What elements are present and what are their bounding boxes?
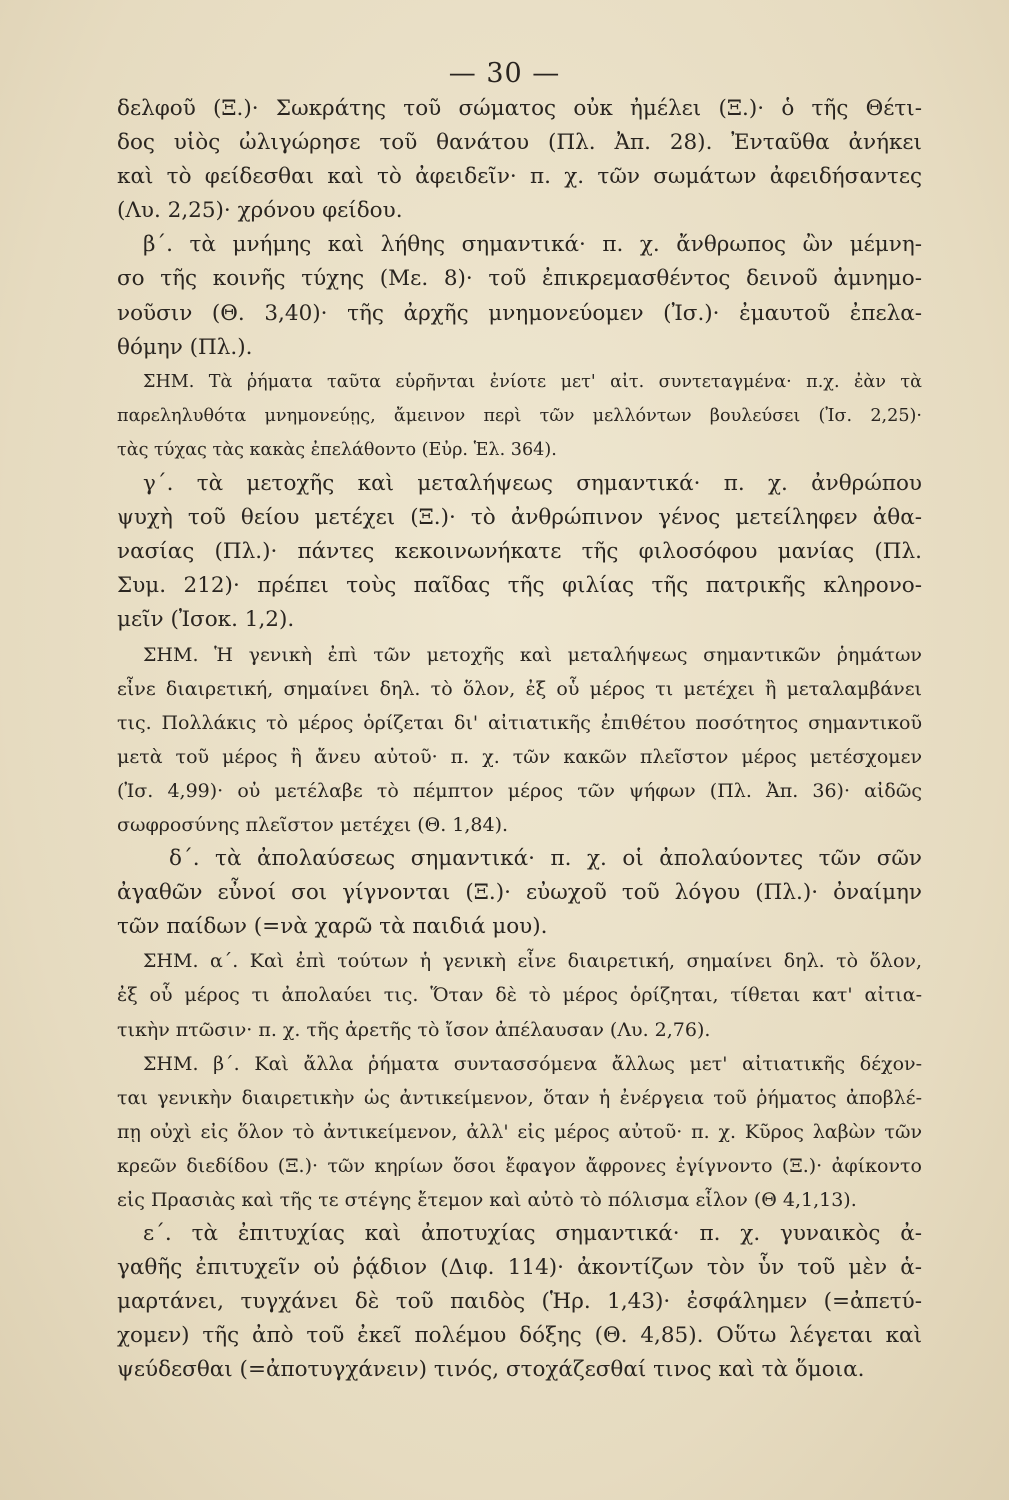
text-line: μαρτάνει, τυγχάνει δὲ τοῦ παιδὸς (Ἡρ. 1,43)· ἐσφάλημεν (=ἀπετύ- bbox=[117, 1289, 922, 1315]
note-line: τις. Πολλάκις τὸ μέρος ὁρίζεται δι' αἰτιατικῆς ἐπιθέτου ποσότητος σημαντικοῦ bbox=[117, 711, 922, 734]
text-line: χομεν) τῆς ἀπὸ τοῦ ἐκεῖ πολέμου δόξης (Θ. 4,85). Οὕτω λέγεται καὶ bbox=[117, 1323, 922, 1349]
text-line: (Λυ. 2,25)· χρόνου φείδου. bbox=[117, 198, 403, 224]
text-line: ψυχὴ τοῦ θείου μετέχει (Ξ.)· τὸ ἀνθρώπινον γένος μετείληφεν ἀθα- bbox=[117, 505, 922, 531]
text-line: β΄. τὰ μνήμης καὶ λήθης σημαντικά· π. χ. ἄνθρωπος ὢν μέμνη- bbox=[143, 232, 922, 258]
text-line: δ΄. τὰ ἀπολαύσεως σημαντικά· π. χ. οἱ ἀπολαύοντες τῶν σῶν bbox=[169, 846, 922, 872]
text-line: γαθῆς ἐπιτυχεῖν οὐ ῥᾴδιον (Διφ. 114)· ἀκοντίζων τὸν ὗν τοῦ μὲν ἁ- bbox=[117, 1255, 922, 1281]
text-line: τῶν παίδων (=νὰ χαρῶ τὰ παιδιά μου). bbox=[117, 914, 548, 940]
note-line: κρεῶν διεδίδου (Ξ.)· τῶν κηρίων ὅσοι ἔφαγον ἄφρονες ἐγίγνοντο (Ξ.)· ἀφίκοντο bbox=[117, 1154, 922, 1177]
note-line: εἶνε διαιρετική, σημαίνει δηλ. τὸ ὅλον, ἐξ οὗ μέρος τι μετέχει ἢ μεταλαμβάνει bbox=[117, 677, 922, 700]
text-line: ψεύδεσθαι (=ἀποτυγχάνειν) τινός, στοχάζεσθαί τινος καὶ τὰ ὅμοια. bbox=[117, 1357, 865, 1383]
note-line: ΣΗΜ. α΄. Καὶ ἐπὶ τούτων ἡ γενικὴ εἶνε διαιρετική, σημαίνει δηλ. τὸ ὅλον, bbox=[143, 950, 922, 973]
text-line: γ΄. τὰ μετοχῆς καὶ μεταλήψεως σημαντικά· π. χ. ἀνθρώπου bbox=[143, 471, 922, 497]
note-line: ΣΗΜ. Τὰ ῥήματα ταῦτα εὑρῆνται ἐνίοτε μετ' αἰτ. συντεταγμένα· π.χ. ἐὰν τὰ bbox=[143, 371, 922, 392]
note-line: πῃ οὐχὶ εἰς ὅλον τὸ ἀντικείμενον, ἀλλ' εἰς μέρος αὐτοῦ· π. χ. Κῦρος λαβὼν τῶν bbox=[117, 1120, 922, 1143]
body-text bbox=[117, 92, 922, 1388]
text-line: σο τῆς κοινῆς τύχης (Με. 8)· τοῦ ἐπικρεμασθέντος δεινοῦ ἀμνημο- bbox=[117, 266, 922, 292]
note-line: τὰς τύχας τὰς κακὰς ἐπελάθοντο (Εὐρ. Ἑλ. 364). bbox=[117, 439, 557, 460]
text-line: νασίας (Πλ.)· πάντες κεκοινωνήκατε τῆς φιλοσόφου μανίας (Πλ. bbox=[117, 539, 922, 565]
text-line: Συμ. 212)· πρέπει τοὺς παῖδας τῆς φιλίας τῆς πατρικῆς κληρονο- bbox=[117, 573, 922, 599]
text-line: νοῦσιν (Θ. 3,40)· τῆς ἀρχῆς μνημονεύομεν (Ἰσ.)· ἐμαυτοῦ ἐπελα- bbox=[117, 300, 922, 326]
note-line: ΣΗΜ. Ἡ γενικὴ ἐπὶ τῶν μετοχῆς καὶ μεταλήψεως σημαντικῶν ῥημάτων bbox=[143, 643, 922, 666]
note-line: ται γενικὴν διαιρετικὴν ὡς ἀντικείμενον, ὅταν ἡ ἐνέργεια τοῦ ῥήματος ἀποβλέ- bbox=[117, 1086, 922, 1109]
note-line: μετὰ τοῦ μέρος ἢ ἄνευ αὐτοῦ· π. χ. τῶν κακῶν πλεῖστον μέρος μετέσχομεν bbox=[117, 745, 922, 768]
note-line: ΣΗΜ. β΄. Καὶ ἄλλα ῥήματα συντασσόμενα ἄλλως μετ' αἰτιατικῆς δέχον- bbox=[143, 1052, 922, 1075]
note-line: τικὴν πτῶσιν· π. χ. τῆς ἀρετῆς τὸ ἴσον ἀπέλαυσαν (Λυ. 2,76). bbox=[117, 1018, 711, 1041]
note-line: σωφροσύνης πλεῖστον μετέχει (Θ. 1,84). bbox=[117, 813, 509, 836]
text-line: ἀγαθῶν εὖνοί σοι γίγνονται (Ξ.)· εὐωχοῦ τοῦ λόγου (Πλ.)· ὀναίμην bbox=[117, 880, 922, 906]
text-line: ε΄. τὰ ἐπιτυχίας καὶ ἀποτυχίας σημαντικά· π. χ. γυναικὸς ἀ- bbox=[143, 1221, 922, 1247]
note-line: παρεληλυθότα μνημονεύῃς, ἄμεινον περὶ τῶν μελλόντων βουλεύσει (Ἰσ. 2,25)· bbox=[117, 405, 922, 426]
text-line: μεῖν (Ἰσοκ. 1,2). bbox=[117, 607, 295, 633]
note-line: εἰς Πρασιὰς καὶ τῆς τε στέγης ἔτεμον καὶ αὐτὸ τὸ πόλισμα εἷλον (Θ 4,1,13). bbox=[117, 1189, 857, 1211]
text-line: θόμην (Πλ.). bbox=[117, 334, 253, 360]
text-line: δελφοῦ (Ξ.)· Σωκράτης τοῦ σώματος οὐκ ἠμέλει (Ξ.)· ὁ τῆς Θέτι- bbox=[117, 96, 922, 121]
page-number: — 30 — bbox=[448, 58, 561, 89]
text-line: δος υἱὸς ὠλιγώρησε τοῦ θανάτου (Πλ. Ἀπ. 28). Ἐνταῦθα ἀνήκει bbox=[117, 130, 922, 156]
note-line: ἐξ οὗ μέρος τι ἀπολαύει τις. Ὅταν δὲ τὸ μέρος ὁρίζηται, τίθεται κατ' αἰτια- bbox=[117, 984, 922, 1007]
note-line: (Ἰσ. 4,99)· οὐ μετέλαβε τὸ πέμπτον μέρος τῶν ψήφων (Πλ. Ἀπ. 36)· αἰδῶς bbox=[117, 779, 922, 802]
text-line: καὶ τὸ φείδεσθαι καὶ τὸ ἀφειδεῖν· π. χ. τῶν σωμάτων ἀφειδήσαντες bbox=[117, 164, 922, 190]
